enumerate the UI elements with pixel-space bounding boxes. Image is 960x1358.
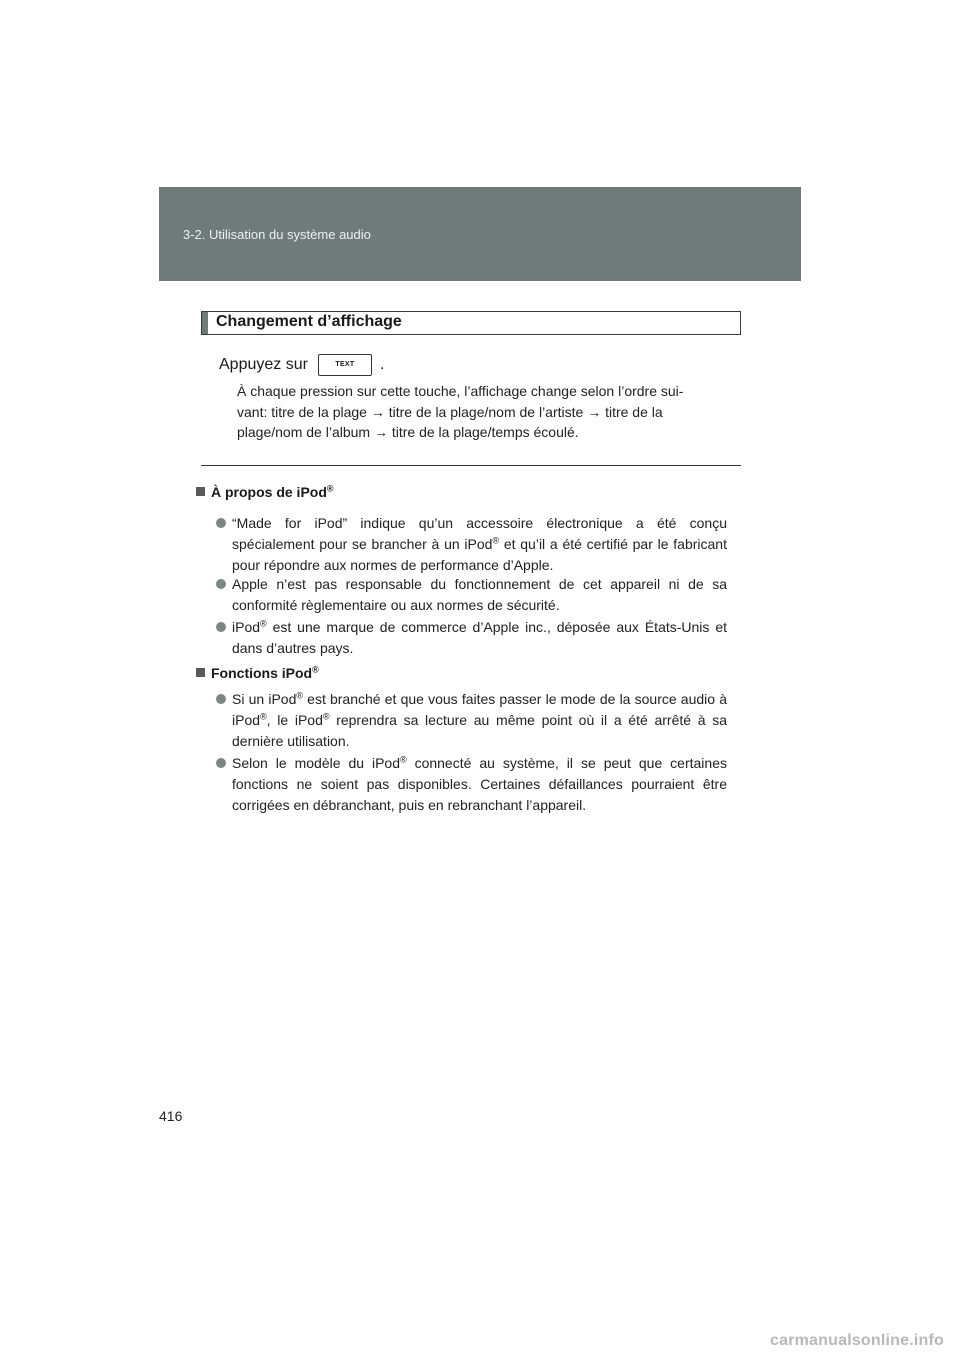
note-line: plage/nom de l’album → titre de la plage/temps écoulé. [237,424,579,440]
subsection-title-bar [201,311,741,335]
instruction-suffix: . [379,356,385,373]
round-bullet-icon [216,622,226,632]
section-label: 3-2. Utilisation du système audio [183,227,371,242]
square-bullet-icon [196,487,205,496]
page-number: 416 [159,1108,183,1124]
note-line: vant: titre de la plage → titre de la plage/nom de l’artiste → titre de la [237,403,663,420]
list-item [218,617,727,659]
list-item-text: Si un iPod® est branché et que vous faites passer le mode de la source audio à iPod®, le iPod® reprendra sa lecture au même point où il a été arrêté à sa dernière utilisation. [232,690,727,749]
title-accent [202,312,208,334]
instruction [219,354,384,376]
round-bullet-icon [216,518,226,528]
list-item-text: “Made for iPod” indique qu’un accessoire électronique a été conçu spécialement pour se brancher à un iPod® et qu’il a été certifié par le fabricant pour répondre aux normes de performance d’Apple. [232,515,727,573]
section-heading-ipod-functions: Fonctions iPod® [196,665,319,681]
round-bullet-icon [216,579,226,589]
section-heading-about-ipod: À propos de iPod® [196,484,334,500]
section-divider [201,465,741,466]
list-item [218,753,727,816]
list-item-text: iPod® est une marque de commerce d’Apple inc., déposée aux États-Unis et dans d’autres pays. [232,618,727,656]
section-header-band [159,187,801,281]
list-item-text: Apple n’est pas responsable du fonctionnement de cet appareil ni de sa conformité règlementaire ou aux normes de sécurité. [232,576,727,613]
registered-mark: ® [312,664,319,675]
text-key-icon: TEXT [318,354,372,376]
list-item [218,689,727,752]
list-item-text: Selon le modèle du iPod® connecté au système, il se peut que certaines fonctions ne soient pas disponibles. Certaines défaillances pourraient être corrigées en débranchant, puis en rebranchant l’appareil. [232,754,727,813]
watermark: carmanualsonline.info [770,1332,945,1349]
subsection-title: Changement d’affichage [216,313,402,330]
round-bullet-icon [216,694,226,704]
display-order-note [237,381,737,443]
square-bullet-icon [196,668,205,677]
round-bullet-icon [216,758,226,768]
note-line: À chaque pression sur cette touche, l’affichage change selon l’ordre sui- [237,383,684,399]
instruction-prefix: Appuyez sur [219,356,308,373]
list-item [218,513,727,576]
list-item [218,574,727,616]
registered-mark: ® [326,483,334,494]
